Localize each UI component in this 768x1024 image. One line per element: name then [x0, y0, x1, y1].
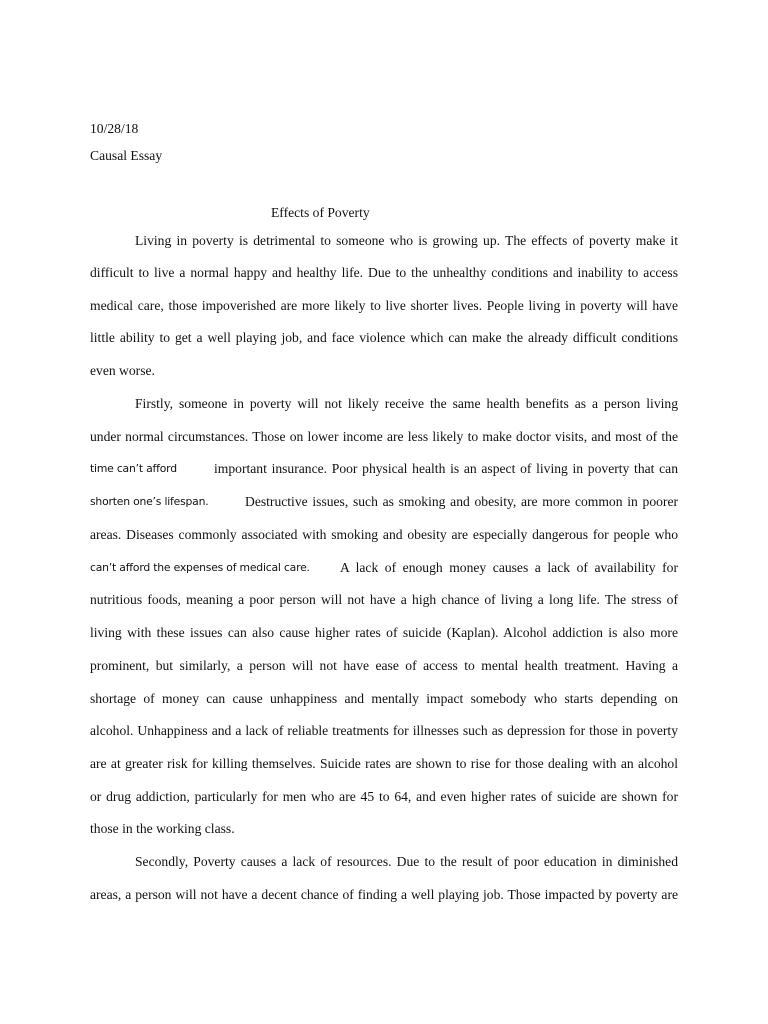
- paragraph-line: areas. Diseases commonly associated with smoking and obesity are especially dangerous for people who: [90, 527, 678, 542]
- paragraph-line: living with these issues can also cause higher rates of suicide (Kaplan). Alcohol addiction is also more: [90, 625, 678, 640]
- paragraph-line: Secondly, Poverty causes a lack of resources. Due to the result of poor education in diminished: [135, 854, 678, 869]
- header-date: 10/28/18: [90, 121, 139, 136]
- paragraph-line: those in the working class.: [90, 821, 235, 836]
- paragraph-line-mixed: time can’t afford important insurance. Poor physical health is an aspect of living in poverty that can: [0, 459, 768, 479]
- paragraph-line: are at greater risk for killing themselves. Suicide rates are shown to rise for those dealing with an alcohol: [90, 756, 678, 771]
- paragraph-line: Living in poverty is detrimental to someone who is growing up. The effects of poverty make it: [135, 233, 678, 248]
- paragraph-line: difficult to live a normal happy and healthy life. Due to the unhealthy conditions and inability to access: [90, 265, 678, 280]
- inserted-text-segment: can’t afford the expenses of medical care.: [90, 561, 310, 574]
- paragraph-line: nutritious foods, meaning a poor person will not have a high chance of living a long life. The stress of: [90, 592, 678, 607]
- paragraph-line: medical care, those impoverished are more likely to live shorter lives. People living in poverty will have: [90, 298, 678, 313]
- paragraph-line: areas, a person will not have a decent chance of finding a well playing job. Those impacted by poverty are: [90, 887, 678, 902]
- header-doc-type: Causal Essay: [90, 148, 163, 163]
- paragraph-line: Firstly, someone in poverty will not likely receive the same health benefits as a person living: [135, 396, 678, 411]
- paragraph-line: alcohol. Unhappiness and a lack of reliable treatments for illnesses such as depression for those in poverty: [90, 723, 678, 738]
- essay-title: Effects of Poverty: [271, 205, 370, 220]
- paragraph-line: little ability to get a well playing job, and face violence which can make the already difficult conditions: [90, 330, 678, 345]
- paragraph-line-mixed: shorten one’s lifespan. Destructive issues, such as smoking and obesity, are more common in poorer: [0, 492, 768, 512]
- paragraph-line: even worse.: [90, 363, 155, 378]
- paragraph-line: prominent, but similarly, a person will not have ease of access to mental health treatment. Having a: [90, 658, 678, 673]
- paragraph-line: shortage of money can cause unhappiness and mentally impact somebody who starts depending on: [90, 691, 678, 706]
- inserted-text-segment: shorten one’s lifespan.: [90, 495, 209, 508]
- inserted-text-segment: time can’t afford: [90, 462, 177, 475]
- paragraph-line: under normal circumstances. Those on lower income are less likely to make doctor visits, and most of the: [90, 429, 678, 444]
- paragraph-line-mixed: can’t afford the expenses of medical care. A lack of enough money causes a lack of availability for: [0, 558, 768, 578]
- paragraph-line: or drug addiction, particularly for men who are 45 to 64, and even higher rates of suicide are shown for: [90, 789, 678, 804]
